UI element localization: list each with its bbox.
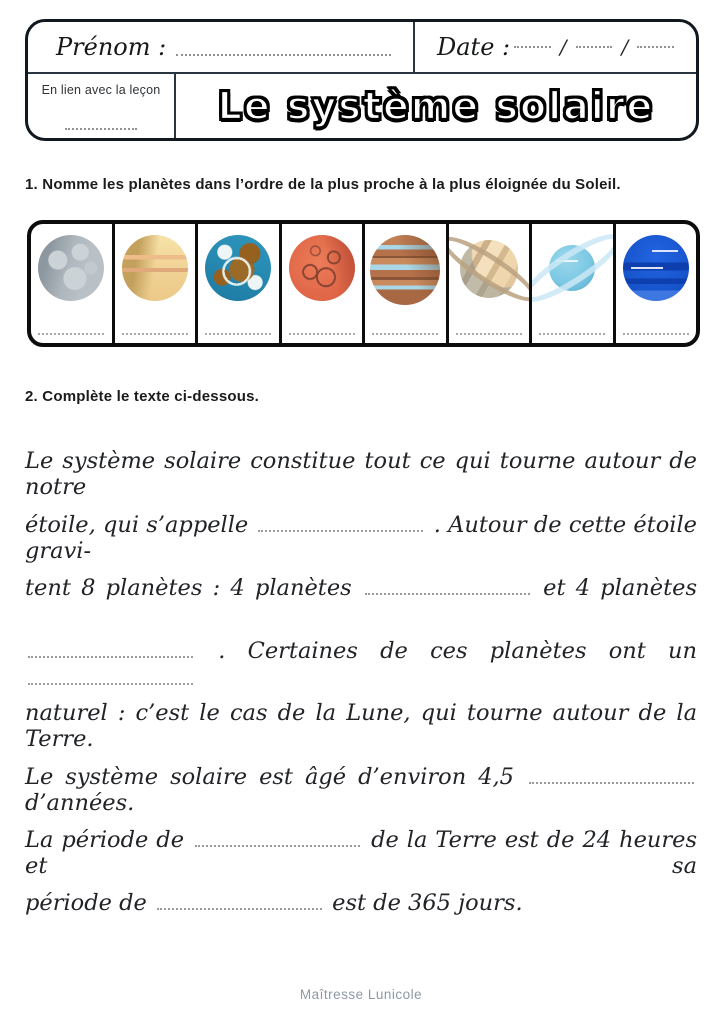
answer-blank-line: [365, 574, 530, 595]
prenom-cell: [28, 22, 415, 72]
fill-text-line: [25, 763, 697, 817]
fill-text-segment: tent 8 planètes : 4 planètes: [25, 575, 352, 602]
planet-cell-earth: [198, 224, 282, 343]
fill-text-segment: naturel : c’est le cas de la Lune, qui tourne autour de la Terre.: [25, 700, 697, 752]
exercise1-text: Nomme les planètes dans l’ordre de la plus proche à la plus éloignée du Soleil.: [42, 176, 621, 193]
fill-text-segment: et 4 planètes: [543, 575, 698, 602]
planet-name-write-line: [38, 333, 104, 335]
prenom-write-line: [176, 54, 391, 56]
uranus-illustration: [539, 235, 605, 301]
fill-text-line: [25, 889, 697, 919]
prenom-label: Prénom :: [56, 33, 167, 61]
fill-text-line: [25, 574, 697, 604]
fill-text-segment: . Certaines de ces planètes ont un: [218, 638, 697, 665]
lesson-write-line: [65, 128, 137, 130]
planet-name-write-line: [456, 333, 522, 335]
planet-cell-venus: [115, 224, 199, 343]
exercise1-number: 1.: [25, 176, 38, 193]
planet-name-write-line: [122, 333, 188, 335]
fill-text-line: [25, 826, 698, 880]
exercise2-number: 2.: [25, 388, 38, 405]
fill-text-segment: période de: [25, 890, 147, 917]
header-row-identity: [28, 22, 696, 74]
planet-name-write-line: [205, 333, 271, 335]
planets-strip: [27, 220, 700, 347]
jupiter-illustration: [370, 235, 440, 305]
fill-text-segment: Le système solaire constitue tout ce qui tourne autour de notre: [25, 448, 697, 500]
venus-illustration: [122, 235, 188, 301]
footer-credit: Maîtresse Lunicole: [299, 987, 423, 1002]
date-month-line: [576, 46, 613, 48]
fill-text-segment: . Autour de cette étoile gravi-: [25, 512, 697, 565]
saturn-illustration: [460, 240, 518, 298]
answer-blank-line: [28, 664, 193, 685]
fill-text-line: [25, 448, 697, 500]
exercise2-text: Complète le texte ci-dessous.: [42, 388, 259, 405]
mercury-illustration: [38, 235, 104, 301]
fill-text-segment: d’années.: [25, 790, 135, 817]
fill-text-line: [25, 637, 697, 667]
lesson-link-label: En lien avec la leçon: [41, 83, 161, 97]
planet-name-write-line: [623, 333, 689, 335]
planet-name-write-line: [539, 333, 605, 335]
fill-text-segment: étoile, qui s’appelle: [25, 512, 249, 539]
fill-in-text: [25, 448, 697, 952]
fill-text-line: [25, 700, 697, 752]
fill-text-line: [25, 511, 697, 565]
date-slash: /: [621, 35, 629, 59]
page-title: Le système solaire: [217, 84, 655, 128]
fill-text-segment: est de 365 jours.: [332, 890, 523, 917]
date-slash: /: [559, 35, 567, 59]
date-day-line: [514, 46, 551, 48]
fill-text-segment: La période de: [25, 827, 185, 854]
planet-name-write-line: [372, 333, 438, 335]
planet-cell-jupiter: [365, 224, 449, 343]
date-year-line: [637, 46, 674, 48]
fill-text-segment: Le système solaire est âgé d’environ 4,5: [25, 764, 514, 791]
exercise2-heading: [25, 388, 702, 405]
planet-name-write-line: [289, 333, 355, 335]
title-cell: [176, 74, 696, 138]
planet-cell-mercury: [31, 224, 115, 343]
header-row-title: [28, 74, 696, 138]
planet-cell-neptune: [616, 224, 697, 343]
answer-blank-line: [258, 511, 423, 532]
lesson-link-cell: [28, 74, 176, 138]
earth-illustration: [205, 235, 271, 301]
answer-blank-line: [195, 826, 360, 847]
answer-blank-line: [157, 889, 322, 910]
fill-text-segment: de la Terre est de 24 heures et sa: [25, 827, 698, 880]
answer-blank-line: [28, 637, 193, 658]
mars-illustration: [289, 235, 355, 301]
exercise1-heading: [25, 176, 702, 193]
neptune-illustration: [623, 235, 689, 301]
planet-cell-mars: [282, 224, 366, 343]
header-box: [25, 19, 699, 141]
answer-blank-line: [529, 763, 694, 784]
planet-cell-saturn: [449, 224, 533, 343]
date-label: Date :: [437, 33, 511, 61]
date-cell: [415, 22, 696, 72]
planet-cell-uranus: [532, 224, 616, 343]
